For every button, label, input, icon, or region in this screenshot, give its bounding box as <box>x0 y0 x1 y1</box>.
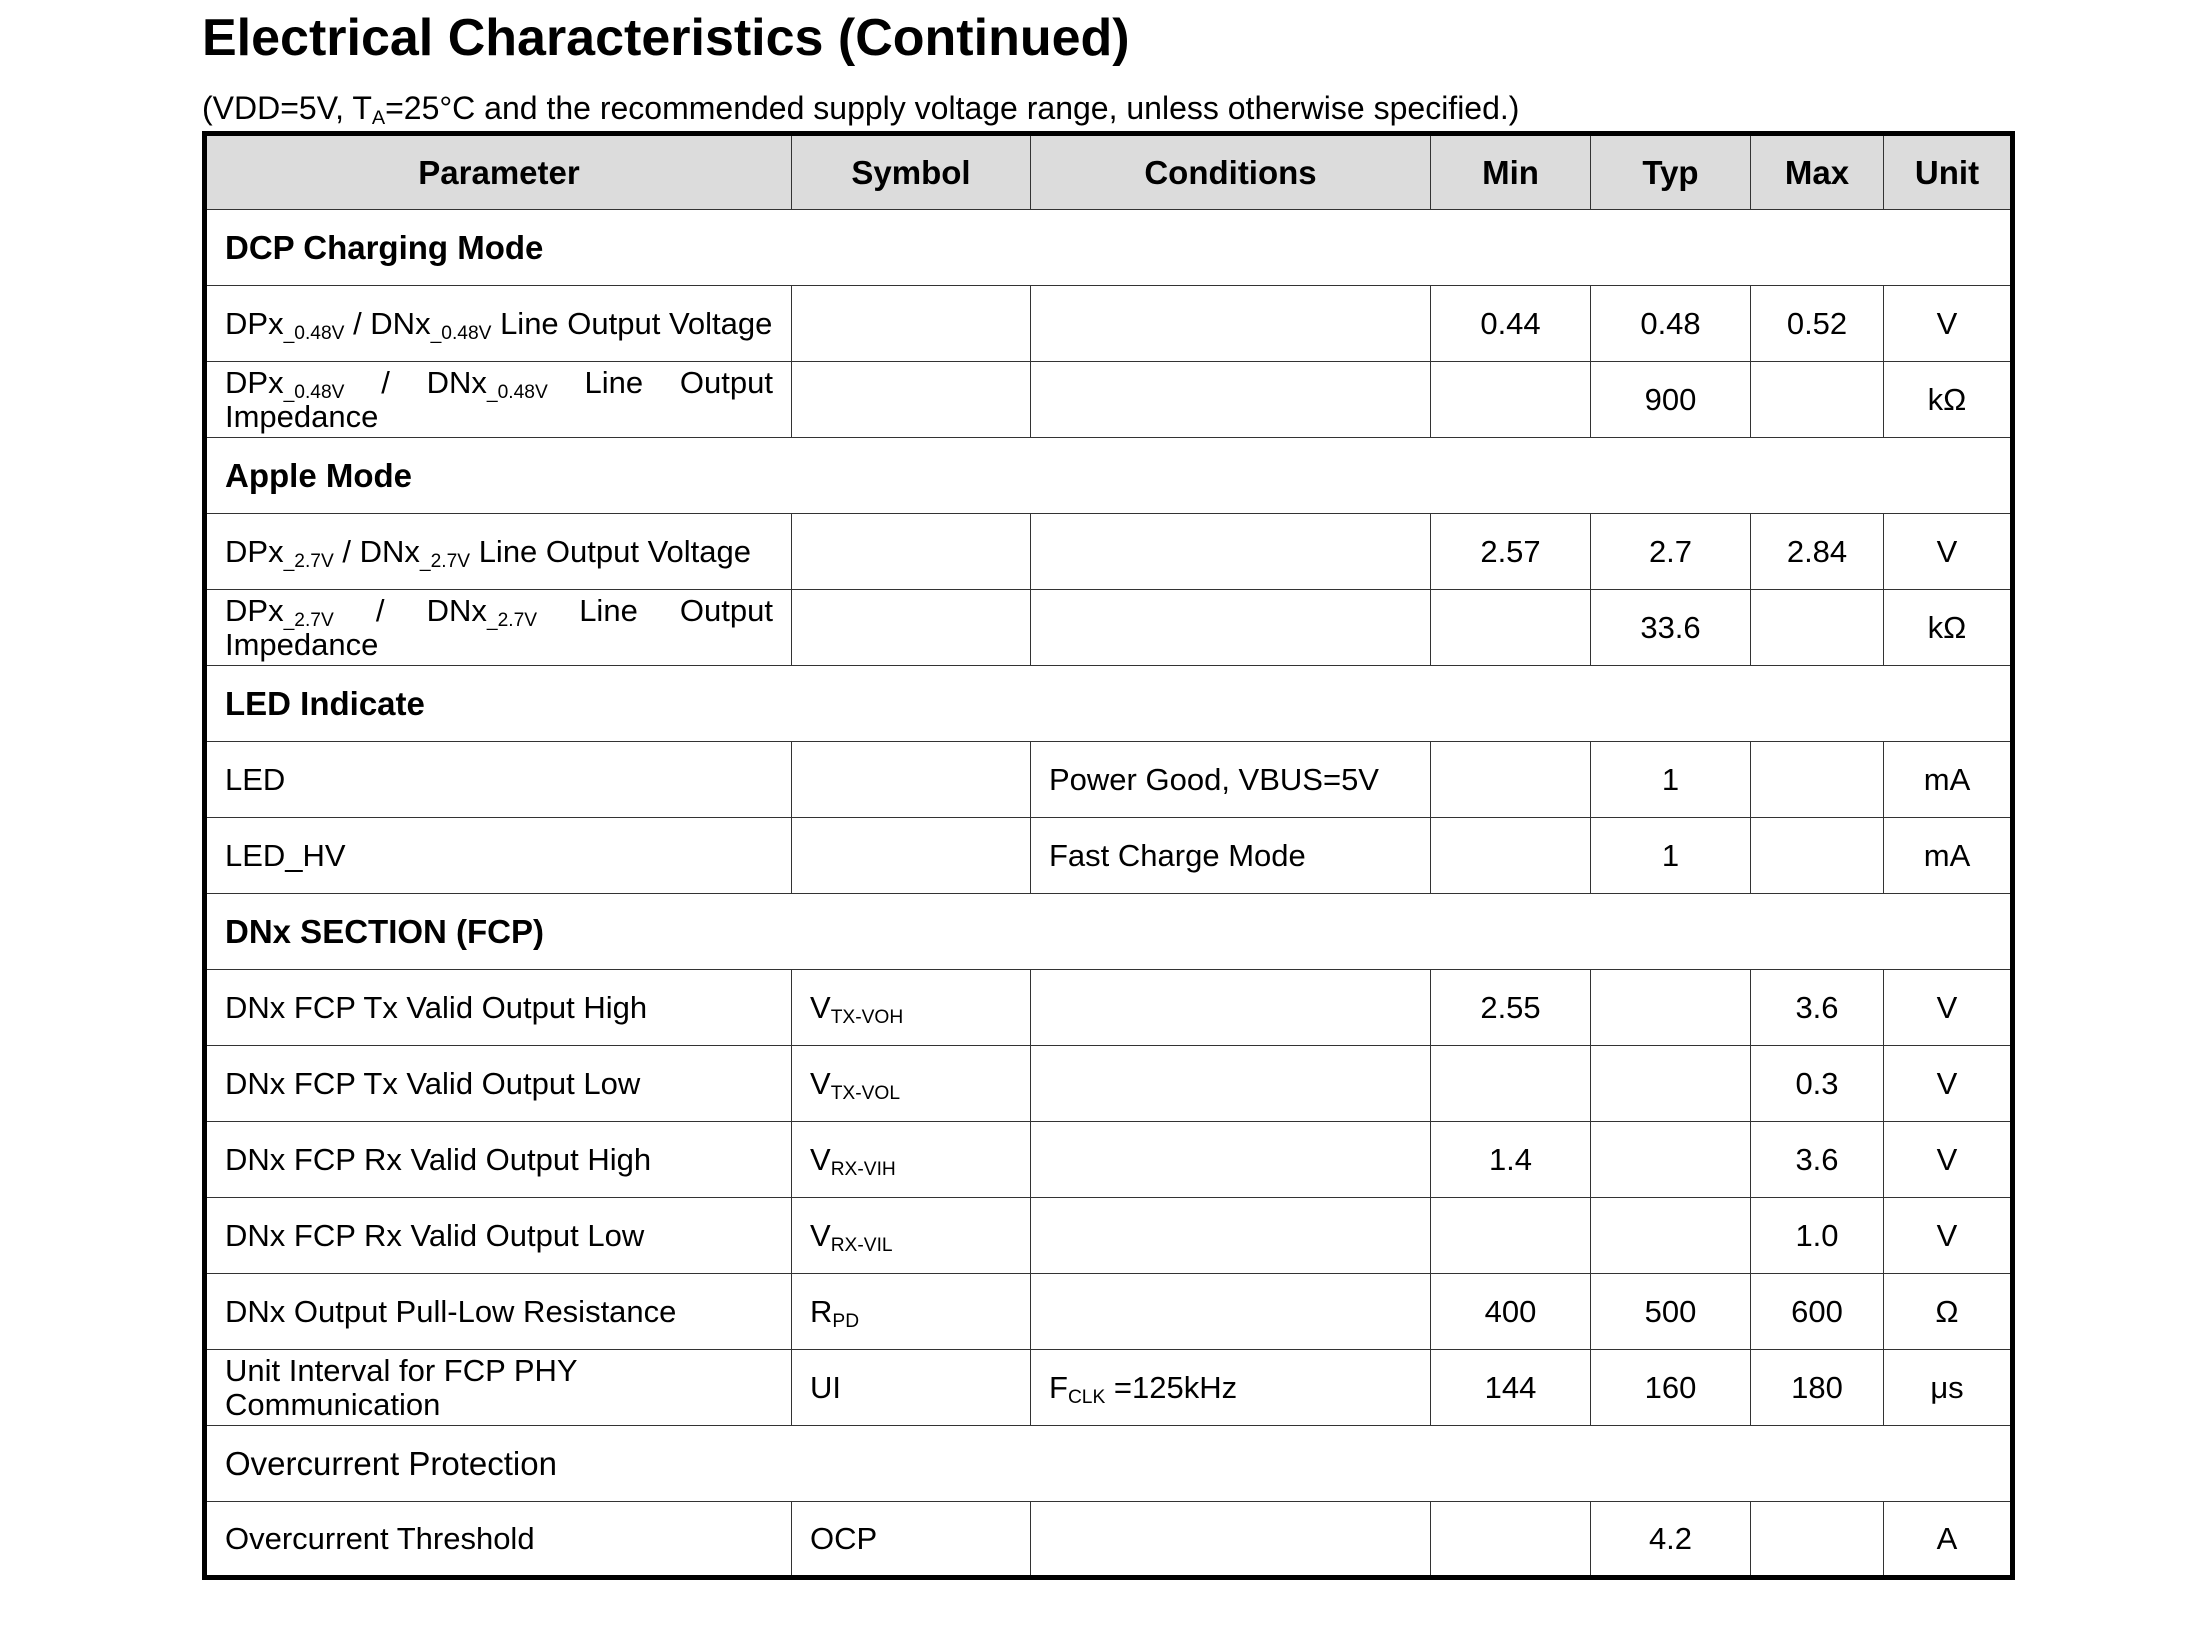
max-cell <box>1751 742 1884 818</box>
conditions-cell <box>1031 1502 1431 1578</box>
unit-cell: A <box>1884 1502 2013 1578</box>
cell-text: Overcurrent Threshold <box>225 1520 535 1556</box>
cell-text: / DNx <box>333 533 420 569</box>
symbol-cell <box>792 1350 1031 1426</box>
table-row <box>205 970 2013 1046</box>
conditions-cell <box>1031 590 1431 666</box>
conditions-cell <box>1031 818 1431 894</box>
cell-text: Line Output Impedance <box>225 364 773 434</box>
cell-text: Line Output Voltage <box>470 533 752 569</box>
conditions-note-subscript: A <box>371 106 386 129</box>
parameter-cell <box>205 1198 792 1274</box>
unit-cell: V <box>1884 514 2013 590</box>
header-parameter: Parameter <box>205 134 792 210</box>
unit-cell: kΩ <box>1884 590 2013 666</box>
max-cell <box>1751 362 1884 438</box>
subscript-text: _2.7V <box>283 550 334 572</box>
symbol-cell <box>792 1502 1031 1578</box>
section-heading: Overcurrent Protection <box>205 1426 2013 1502</box>
subscript-text: CLK <box>1067 1386 1106 1408</box>
typ-cell <box>1591 1046 1751 1122</box>
cell-text: Power Good, VBUS=5V <box>1049 761 1379 797</box>
parameter-cell <box>205 818 792 894</box>
table-row <box>205 590 2013 666</box>
conditions-cell <box>1031 1198 1431 1274</box>
symbol-cell <box>792 590 1031 666</box>
subscript-text: _0.48V <box>486 381 548 403</box>
min-cell <box>1431 590 1591 666</box>
max-cell: 180 <box>1751 1350 1884 1426</box>
cell-text: / DNx <box>344 364 487 400</box>
cell-text: DPx <box>225 533 284 569</box>
electrical-characteristics-table <box>202 131 2015 1580</box>
min-cell <box>1431 362 1591 438</box>
typ-cell <box>1591 1122 1751 1198</box>
max-cell <box>1751 590 1884 666</box>
parameter-cell <box>205 1274 792 1350</box>
max-cell <box>1751 818 1884 894</box>
typ-cell: 900 <box>1591 362 1751 438</box>
parameter-cell <box>205 514 792 590</box>
conditions-note <box>202 90 1519 127</box>
cell-text: Line Output Voltage <box>491 305 773 341</box>
parameter-cell <box>205 1046 792 1122</box>
header-min: Min <box>1431 134 1591 210</box>
conditions-note-text: =25°C and the recommended supply voltage range, unless otherwise specified.) <box>385 90 1520 126</box>
conditions-cell <box>1031 1046 1431 1122</box>
symbol-cell <box>792 1198 1031 1274</box>
max-cell: 3.6 <box>1751 970 1884 1046</box>
cell-text: F <box>1049 1369 1068 1405</box>
typ-cell <box>1591 970 1751 1046</box>
typ-cell: 1 <box>1591 742 1751 818</box>
unit-cell: mA <box>1884 818 2013 894</box>
min-cell <box>1431 1046 1591 1122</box>
table-row <box>205 1046 2013 1122</box>
header-conditions: Conditions <box>1031 134 1431 210</box>
cell-text: V <box>810 1065 831 1101</box>
cell-text: / DNx <box>333 592 487 628</box>
table-row <box>205 818 2013 894</box>
cell-text: DPx <box>225 305 284 341</box>
symbol-cell <box>792 818 1031 894</box>
section-row <box>205 1426 2013 1502</box>
cell-text: DNx FCP Tx Valid Output Low <box>225 1065 641 1101</box>
unit-cell: kΩ <box>1884 362 2013 438</box>
subscript-text: TX-VOH <box>830 1006 904 1028</box>
subscript-text: _0.48V <box>283 381 345 403</box>
min-cell: 2.57 <box>1431 514 1591 590</box>
subscript-text: _2.7V <box>283 609 334 631</box>
header-unit: Unit <box>1884 134 2013 210</box>
cell-text: DPx <box>225 364 284 400</box>
cell-text: LED <box>225 761 286 797</box>
typ-cell <box>1591 1198 1751 1274</box>
min-cell: 144 <box>1431 1350 1591 1426</box>
symbol-cell <box>792 1046 1031 1122</box>
unit-cell: V <box>1884 1046 2013 1122</box>
table-row <box>205 514 2013 590</box>
parameter-cell <box>205 362 792 438</box>
section-row <box>205 666 2013 742</box>
symbol-cell <box>792 514 1031 590</box>
cell-text: DNx Output Pull-Low Resistance <box>225 1293 677 1329</box>
typ-cell: 500 <box>1591 1274 1751 1350</box>
min-cell: 400 <box>1431 1274 1591 1350</box>
min-cell <box>1431 1198 1591 1274</box>
cell-text: LED_HV <box>225 837 346 873</box>
subscript-text: RX-VIL <box>830 1234 893 1256</box>
symbol-cell <box>792 362 1031 438</box>
parameter-cell <box>205 970 792 1046</box>
conditions-cell <box>1031 286 1431 362</box>
unit-cell: μs <box>1884 1350 2013 1426</box>
parameter-cell <box>205 590 792 666</box>
page-title: Electrical Characteristics (Continued) <box>202 9 1130 67</box>
subscript-text: RX-VIH <box>830 1158 896 1180</box>
cell-text: V <box>810 989 831 1025</box>
parameter-cell <box>205 1122 792 1198</box>
table-body <box>205 210 2013 1578</box>
subscript-text: _2.7V <box>486 609 538 631</box>
header-row <box>205 134 2013 210</box>
conditions-cell <box>1031 970 1431 1046</box>
conditions-cell <box>1031 514 1431 590</box>
cell-text: V <box>810 1141 831 1177</box>
typ-cell: 4.2 <box>1591 1502 1751 1578</box>
parameter-cell <box>205 286 792 362</box>
subscript-text: _0.48V <box>283 322 345 344</box>
table-row <box>205 286 2013 362</box>
cell-text: Line Output Impedance <box>225 592 773 662</box>
typ-cell: 0.48 <box>1591 286 1751 362</box>
cell-text: =125kHz <box>1105 1369 1238 1405</box>
section-row <box>205 438 2013 514</box>
parameter-cell <box>205 1350 792 1426</box>
typ-cell: 2.7 <box>1591 514 1751 590</box>
section-row <box>205 894 2013 970</box>
conditions-cell <box>1031 362 1431 438</box>
conditions-cell <box>1031 1274 1431 1350</box>
symbol-cell <box>792 742 1031 818</box>
subscript-text: _2.7V <box>419 550 471 572</box>
cell-text: R <box>810 1293 833 1329</box>
max-cell: 600 <box>1751 1274 1884 1350</box>
subscript-text: PD <box>832 1310 860 1332</box>
header-max: Max <box>1751 134 1884 210</box>
unit-cell: V <box>1884 286 2013 362</box>
section-heading: DCP Charging Mode <box>205 210 2013 286</box>
table-row <box>205 1122 2013 1198</box>
symbol-cell <box>792 286 1031 362</box>
parameter-cell <box>205 742 792 818</box>
section-heading: DNx SECTION (FCP) <box>205 894 2013 970</box>
conditions-cell <box>1031 1122 1431 1198</box>
symbol-cell <box>792 1122 1031 1198</box>
conditions-note-text: (VDD=5V, T <box>202 90 372 126</box>
parameter-cell <box>205 1502 792 1578</box>
table-row <box>205 1274 2013 1350</box>
max-cell: 0.3 <box>1751 1046 1884 1122</box>
unit-cell: V <box>1884 1198 2013 1274</box>
min-cell: 1.4 <box>1431 1122 1591 1198</box>
unit-cell: mA <box>1884 742 2013 818</box>
min-cell: 2.55 <box>1431 970 1591 1046</box>
typ-cell: 1 <box>1591 818 1751 894</box>
symbol-cell <box>792 970 1031 1046</box>
cell-text: UI <box>810 1369 841 1405</box>
table-row <box>205 1350 2013 1426</box>
conditions-cell <box>1031 1350 1431 1426</box>
max-cell <box>1751 1502 1884 1578</box>
table-row <box>205 742 2013 818</box>
unit-cell: V <box>1884 1122 2013 1198</box>
table-row <box>205 1198 2013 1274</box>
min-cell <box>1431 1502 1591 1578</box>
subscript-text: TX-VOL <box>830 1082 901 1104</box>
section-row <box>205 210 2013 286</box>
table-row <box>205 362 2013 438</box>
unit-cell: V <box>1884 970 2013 1046</box>
cell-text: / DNx <box>344 305 431 341</box>
header-symbol: Symbol <box>792 134 1031 210</box>
min-cell: 0.44 <box>1431 286 1591 362</box>
unit-cell: Ω <box>1884 1274 2013 1350</box>
cell-text: Fast Charge Mode <box>1049 837 1306 873</box>
cell-text: DPx <box>225 592 284 628</box>
header-typ: Typ <box>1591 134 1751 210</box>
cell-text: V <box>810 1217 831 1253</box>
section-heading: Apple Mode <box>205 438 2013 514</box>
subscript-text: _0.48V <box>430 322 492 344</box>
cell-text: DNx FCP Rx Valid Output Low <box>225 1217 645 1253</box>
typ-cell: 33.6 <box>1591 590 1751 666</box>
cell-text: DNx FCP Rx Valid Output High <box>225 1141 652 1177</box>
max-cell: 1.0 <box>1751 1198 1884 1274</box>
cell-text: DNx FCP Tx Valid Output High <box>225 989 648 1025</box>
cell-text: OCP <box>810 1520 878 1556</box>
symbol-cell <box>792 1274 1031 1350</box>
min-cell <box>1431 742 1591 818</box>
cell-text: Unit Interval for FCP PHY Communication <box>225 1352 578 1422</box>
typ-cell: 160 <box>1591 1350 1751 1426</box>
conditions-cell <box>1031 742 1431 818</box>
max-cell: 3.6 <box>1751 1122 1884 1198</box>
table-row <box>205 1502 2013 1578</box>
max-cell: 0.52 <box>1751 286 1884 362</box>
max-cell: 2.84 <box>1751 514 1884 590</box>
min-cell <box>1431 818 1591 894</box>
section-heading: LED Indicate <box>205 666 2013 742</box>
